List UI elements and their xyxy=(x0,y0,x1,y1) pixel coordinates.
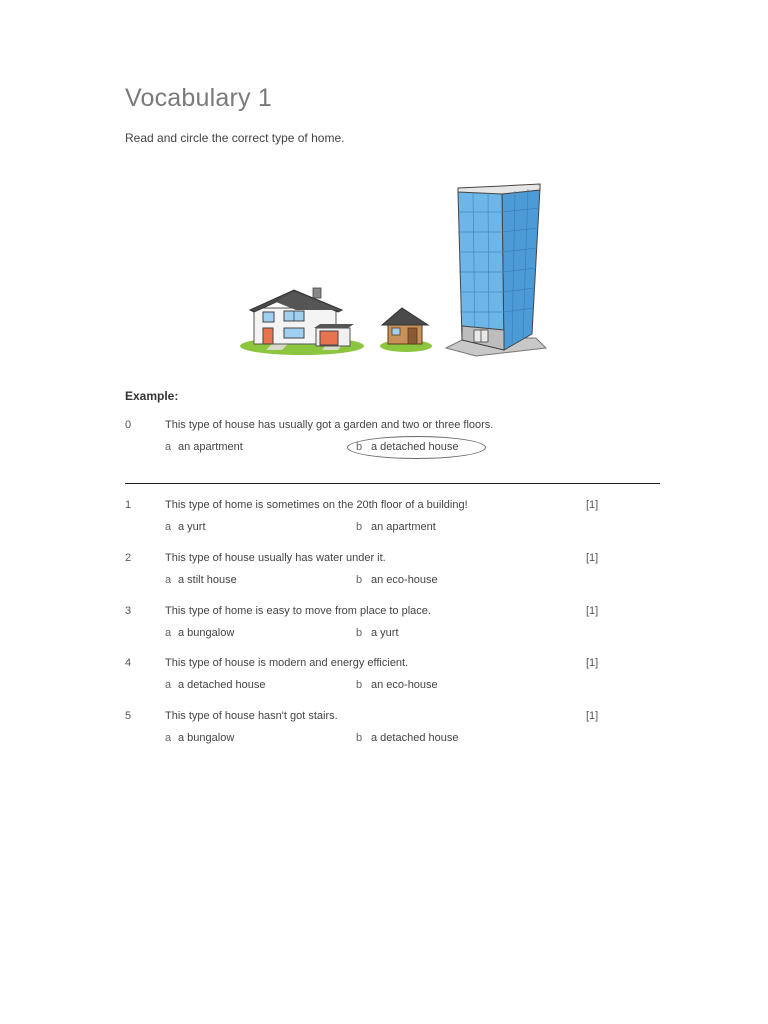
question-2 xyxy=(125,552,645,572)
question-number: 1 xyxy=(125,499,132,511)
option-b-text[interactable]: an eco-house xyxy=(371,574,438,586)
option-b-letter: b xyxy=(356,679,363,691)
question-number: 4 xyxy=(125,657,132,669)
question-text: This type of house is modern and energy efficient. xyxy=(165,657,409,669)
question-mark: [1] xyxy=(586,710,599,722)
question-number: 3 xyxy=(125,605,132,617)
bungalow-image xyxy=(380,308,432,352)
question-3-options xyxy=(165,627,605,645)
instruction-text: Read and circle the correct type of home. xyxy=(125,131,345,145)
question-2-options xyxy=(165,574,605,592)
option-b-letter: b xyxy=(356,627,363,639)
option-b-letter: b xyxy=(356,521,363,533)
question-mark: [1] xyxy=(586,657,599,669)
answer-circle xyxy=(347,436,486,459)
detached-house-image xyxy=(240,288,364,355)
question-number: 5 xyxy=(125,710,132,722)
option-a-letter: a xyxy=(165,574,172,586)
option-b-letter: b xyxy=(356,441,363,453)
option-b-text[interactable]: a detached house xyxy=(371,732,459,744)
option-a-letter: a xyxy=(165,679,172,691)
page-title: Vocabulary 1 xyxy=(125,84,272,112)
question-3 xyxy=(125,605,645,625)
question-number: 2 xyxy=(125,552,132,564)
option-a-letter: a xyxy=(165,627,172,639)
homes-illustration xyxy=(236,178,556,364)
option-b-text[interactable]: an apartment xyxy=(371,521,436,533)
option-a-letter: a xyxy=(165,732,172,744)
question-5 xyxy=(125,710,645,730)
question-text: This type of home is easy to move from place to place. xyxy=(165,605,431,617)
question-4-options xyxy=(165,679,605,697)
skyscraper-image xyxy=(446,184,546,356)
question-mark: [1] xyxy=(586,499,599,511)
question-5-options xyxy=(165,732,605,750)
question-mark: [1] xyxy=(586,605,599,617)
question-1 xyxy=(125,499,645,519)
option-a-letter: a xyxy=(165,521,172,533)
option-a-text[interactable]: a bungalow xyxy=(178,627,235,639)
question-text: This type of home is sometimes on the 20th floor of a building! xyxy=(165,499,468,511)
option-a-text[interactable]: a bungalow xyxy=(178,732,235,744)
section-divider xyxy=(125,483,660,484)
question-text: This type of house has usually got a garden and two or three floors. xyxy=(165,419,494,431)
question-number: 0 xyxy=(125,419,132,431)
option-b-letter: b xyxy=(356,574,363,586)
example-label: Example: xyxy=(125,389,179,403)
option-b-text[interactable]: a detached house xyxy=(371,441,459,453)
option-a-text[interactable]: an apartment xyxy=(178,441,243,453)
question-text: This type of house hasn't got stairs. xyxy=(165,710,338,722)
option-a-text[interactable]: a yurt xyxy=(178,521,206,533)
question-1-options xyxy=(165,521,605,539)
question-mark: [1] xyxy=(586,552,599,564)
option-a-letter: a xyxy=(165,441,172,453)
question-4 xyxy=(125,657,645,677)
option-b-text[interactable]: a yurt xyxy=(371,627,399,639)
option-a-text[interactable]: a stilt house xyxy=(178,574,237,586)
question-text: This type of house usually has water under it. xyxy=(165,552,386,564)
option-a-text[interactable]: a detached house xyxy=(178,679,266,691)
option-b-text[interactable]: an eco-house xyxy=(371,679,438,691)
example-question xyxy=(125,419,645,439)
option-b-letter: b xyxy=(356,732,363,744)
